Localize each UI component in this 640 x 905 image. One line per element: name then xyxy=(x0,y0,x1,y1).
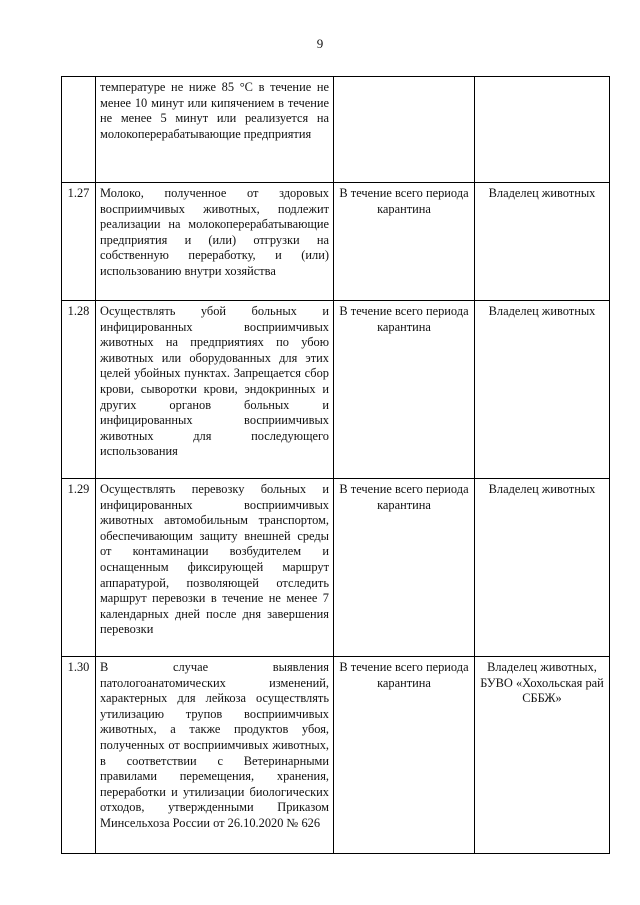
term-text: В течение всего периода карантина xyxy=(334,657,475,854)
page-number: 9 xyxy=(316,36,324,51)
responsible-text: Владелец животных xyxy=(475,479,610,657)
measure-text: В случае выявления патологоанатомических изменений, характерных для лейкоза осуществлять утилизацию трупов восприимчивых животных, а также продуктов убоя, полученных от восприимчивых животных, в соответствии с Ветеринарными правилами перемещения, хранения, переработки и утилизации биологических отходов, утвержденными Приказом Минсельхоза России от 26.10.2020 № 626 xyxy=(96,657,334,854)
measures-table xyxy=(61,76,610,854)
table-row xyxy=(62,183,610,301)
term-text: В течение всего периода карантина xyxy=(334,301,475,479)
measure-text: Молоко, полученное от здоровых восприимчивых животных, подлежит реализации на молокоперерабатывающие предприятия и (или) отгрузки на собственную переработку, и (или) использованию внутри хозяйства xyxy=(96,183,334,301)
responsible-text: Владелец животных xyxy=(475,183,610,301)
row-number: 1.30 xyxy=(62,657,96,854)
table-row xyxy=(62,77,610,183)
table-row xyxy=(62,657,610,854)
responsible-text xyxy=(475,77,610,183)
measure-text: Осуществлять убой больных и инфицированных восприимчивых животных на предприятиях по убою животных или оборудованных для этих целей убойных пунктах. Запрещается сбор крови, сыворотки крови, эндокринных и других органов больных и инфицированных восприимчивых животных для последующего использования xyxy=(96,301,334,479)
measure-text: Осуществлять перевозку больных и инфицированных восприимчивых животных автомобильным транспортом, обеспечивающим защиту внешней среды от контаминации возбудителем и оснащенным фиксирующей маршрут аппаратурой, позволяющей отследить маршрут перевозки в течение не менее 7 календарных дней после дня завершения перевозки xyxy=(96,479,334,657)
term-text: В течение всего периода карантина xyxy=(334,183,475,301)
row-number: 1.28 xyxy=(62,301,96,479)
term-text: В течение всего периода карантина xyxy=(334,479,475,657)
measure-text: температуре не ниже 85 °С в течение не менее 10 минут или кипячением в течение не менее 5 минут или реализуется на молокоперерабатывающие предприятия xyxy=(96,77,334,183)
row-number xyxy=(62,77,96,183)
table-row xyxy=(62,479,610,657)
row-number: 1.27 xyxy=(62,183,96,301)
row-number: 1.29 xyxy=(62,479,96,657)
responsible-text: Владелец животных xyxy=(475,301,610,479)
responsible-text: Владелец животных, БУВО «Хохольская рай СББЖ» xyxy=(475,657,610,854)
term-text xyxy=(334,77,475,183)
table-row xyxy=(62,301,610,479)
